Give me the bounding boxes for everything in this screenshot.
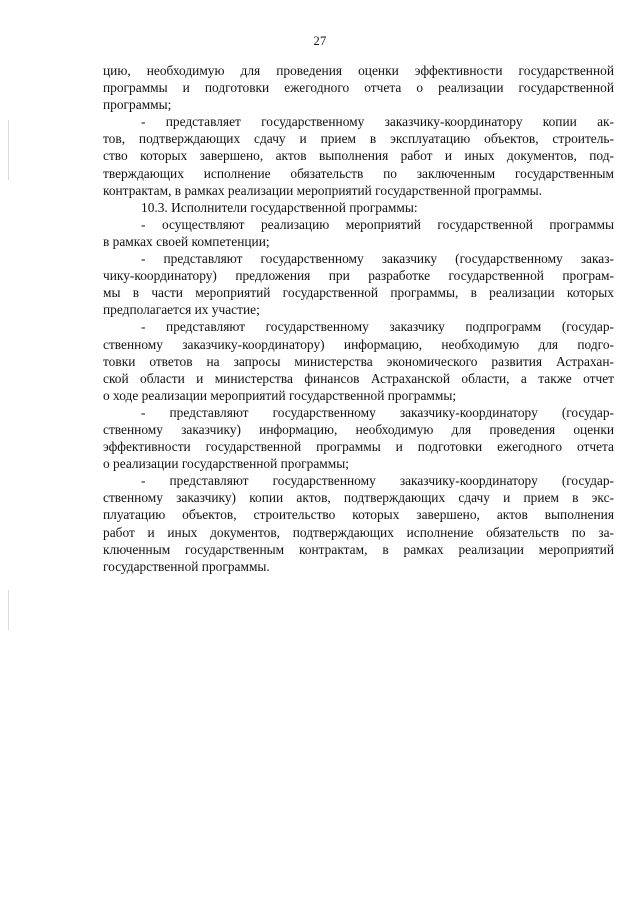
text-line: эффективности государственной программы и подготовки ежегодного отчета (103, 439, 614, 455)
scan-edge-mark (8, 590, 9, 630)
page-number: 27 (313, 34, 327, 48)
text-line: цию, необходимую для проведения оценки эффективности государственной (103, 63, 614, 78)
text-line: товки ответов на запросы министерства экономического развития Астрахан- (103, 353, 614, 369)
text-line: ство которых завершено, актов выполнения работ и иных документов, под- (103, 148, 614, 164)
text-line: программы; (103, 97, 172, 113)
text-line: 10.3. Исполнители государственной программы: (141, 199, 418, 215)
text-line: чику-координатору) предложения при разработке государственной програм- (103, 268, 614, 284)
text-line: о реализации государственной программы; (103, 456, 349, 472)
text-line: - осуществляют реализацию мероприятий государственной программы (141, 216, 614, 232)
text-line: работ и иных документов, подтверждающих исполнение обязательств по за- (103, 524, 614, 540)
text-line: - представляют государственному заказчику-координатору (государ- (141, 473, 614, 489)
text-line: тов, подтверждающих сдачу и прием в эксплуатацию объектов, строитель- (103, 131, 614, 147)
text-line: предполагается их участие; (103, 302, 260, 318)
body-text (103, 62, 614, 575)
text-line: - представляют государственному заказчику-координатору (государ- (141, 404, 614, 420)
text-line: - представляют государственному заказчику (государственному заказ- (141, 251, 614, 267)
text-line: ской области и министерства финансов Астраханской области, а также отчет (103, 370, 614, 386)
text-line: о ходе реализации мероприятий государственной программы; (103, 387, 457, 403)
text-line: - представляет государственному заказчику-координатору копии ак- (141, 114, 614, 130)
text-line: государственной программы. (103, 558, 270, 574)
scan-edge-mark (8, 120, 9, 180)
text-line: плуатацию объектов, строительство которых завершено, актов выполнения (103, 507, 614, 523)
text-line: мы в части мероприятий государственной программы, в реализации которых (103, 285, 614, 301)
text-line: программы и подготовки ежегодного отчета о реализации государственной (103, 80, 614, 96)
text-line: - представляют государственному заказчику подпрограмм (государ- (141, 319, 614, 335)
text-line: ственному заказчику) информацию, необходимую для проведения оценки (103, 421, 614, 437)
text-line: в рамках своей компетенции; (103, 233, 270, 249)
text-line: тверждающих исполнение обязательств по заключенным государственным (103, 165, 614, 181)
text-line: ключенным государственным контрактам, в рамках реализации мероприятий (103, 541, 614, 557)
text-line: контрактам, в рамках реализации мероприятий государственной программы. (103, 182, 542, 198)
text-line: ственному заказчику) копии актов, подтверждающих сдачу и прием в экс- (103, 490, 614, 506)
text-line: ственному заказчику-координатору) информацию, необходимую для подго- (103, 336, 614, 352)
